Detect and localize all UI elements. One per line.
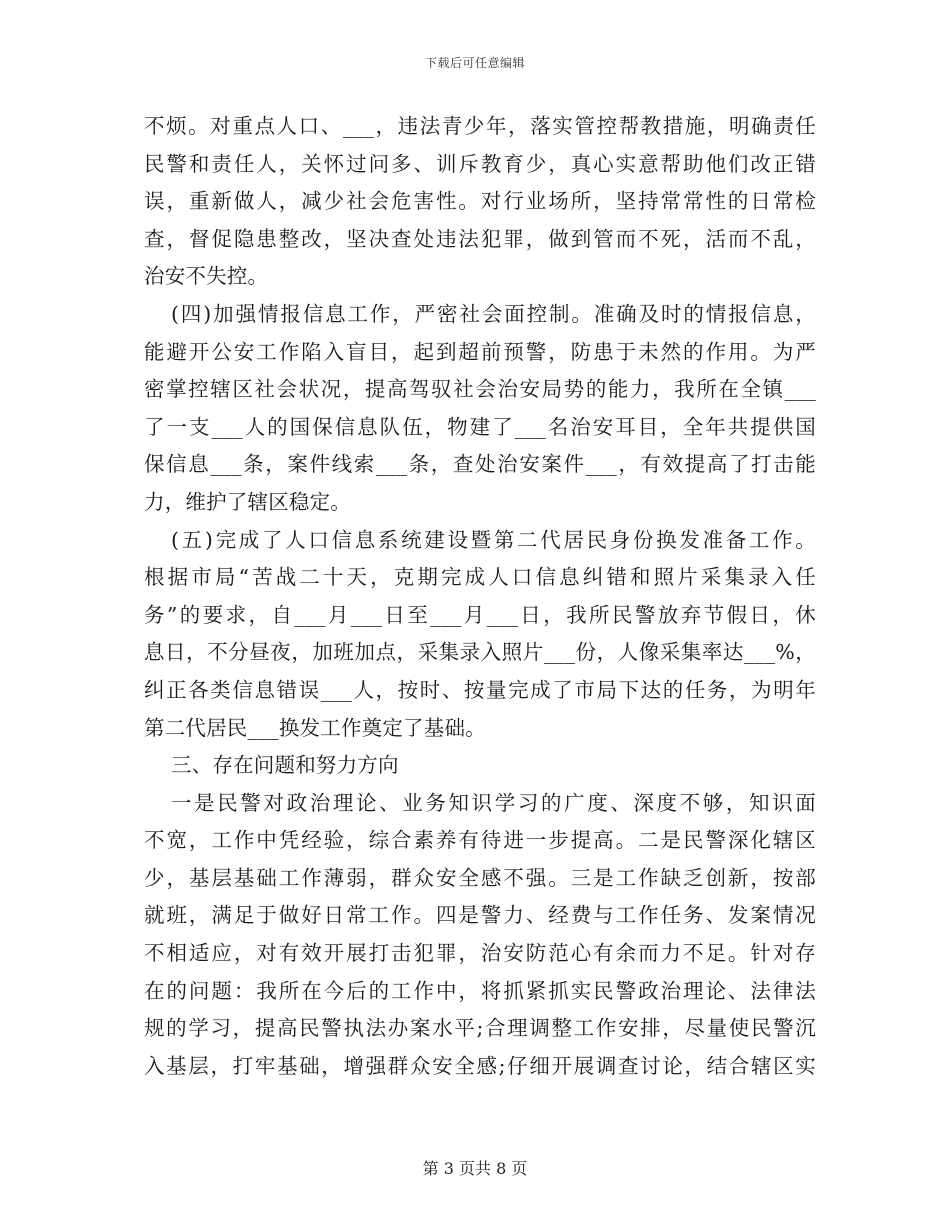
text-line: 入基层，打牢基础，增强群众安全感;仔细开展调查讨论，结合辖区实 — [144, 1053, 816, 1078]
text-line: 一是民警对政治理论、业务知识学习的广度、深度不够，知识面 — [171, 790, 816, 815]
text-line: 不烦。对重点人口、___，违法青少年，落实管控帮教措施，明确责任 — [144, 114, 816, 138]
text-line: 就班，满足于做好日常工作。四是警力、经费与工作任务、发案情况 — [144, 903, 816, 928]
text-line: 查，督促隐患整改，坚决查处违法犯罪，做到管而不死，活而不乱， — [144, 226, 816, 251]
text-line: 纠正各类信息错误___人，按时、按量完成了市局下达的任务，为明年 — [144, 677, 816, 702]
text-line: 保信息___条，案件线索___条，查处治安案件___，有效提高了打击能 — [144, 452, 816, 477]
text-line: 密掌控辖区社会状况，提高驾驭社会治安局势的能力，我所在全镇___ — [144, 377, 816, 402]
text-line: 根据市局“苦战二十天，克期完成人口信息纠错和照片采集录入任 — [144, 565, 816, 590]
text-line: 民警和责任人，关怀过问多、训斥教育少，真心实意帮助他们改正错 — [144, 151, 816, 176]
page-header: 下载后可任意编辑 — [424, 56, 525, 70]
text-line: 力，维护了辖区稳定。 — [144, 489, 351, 514]
text-line: (五)完成了人口信息系统建设暨第二代居民身份换发准备工作。 — [171, 527, 816, 552]
text-line: 第二代居民___换发工作奠定了基础。 — [144, 715, 486, 740]
text-line: 不相适应，对有效开展打击犯罪，治安防范心有余而力不足。针对存 — [144, 941, 816, 966]
document-body — [144, 108, 816, 1085]
page-footer: 第 3 页共 8 页 — [422, 1159, 528, 1178]
text-line: 少，基层基础工作薄弱，群众安全感不强。三是工作缺乏创新，按部 — [144, 865, 816, 890]
text-line: 三、存在问题和努力方向 — [171, 753, 399, 778]
text-line: 治安不失控。 — [144, 264, 269, 289]
text-line: 误，重新做人，减少社会危害性。对行业场所，坚持常常性的日常检 — [144, 189, 816, 214]
text-line: 不宽，工作中凭经验，综合素养有待进一步提高。二是民警深化辖区 — [144, 828, 816, 853]
text-line: 规的学习，提高民警执法办案水平;合理调整工作安排，尽量使民警沉 — [144, 1016, 816, 1041]
text-line: 了一支___人的国保信息队伍，物建了___名治安耳目，全年共提供国 — [144, 414, 816, 439]
text-line: 在的问题：我所在今后的工作中，将抓紧抓实民警政治理论、法律法 — [144, 978, 816, 1003]
text-line: 息日，不分昼夜，加班加点，采集录入照片___份，人像采集率达___%， — [144, 640, 816, 665]
text-line: 能避开公安工作陷入盲目，起到超前预警，防患于未然的作用。为严 — [144, 339, 816, 364]
text-line: (四)加强情报信息工作，严密社会面控制。准确及时的情报信息， — [171, 301, 816, 326]
text-line: 务”的要求，自___月___日至___月___日，我所民警放弃节假日，休 — [144, 602, 816, 627]
